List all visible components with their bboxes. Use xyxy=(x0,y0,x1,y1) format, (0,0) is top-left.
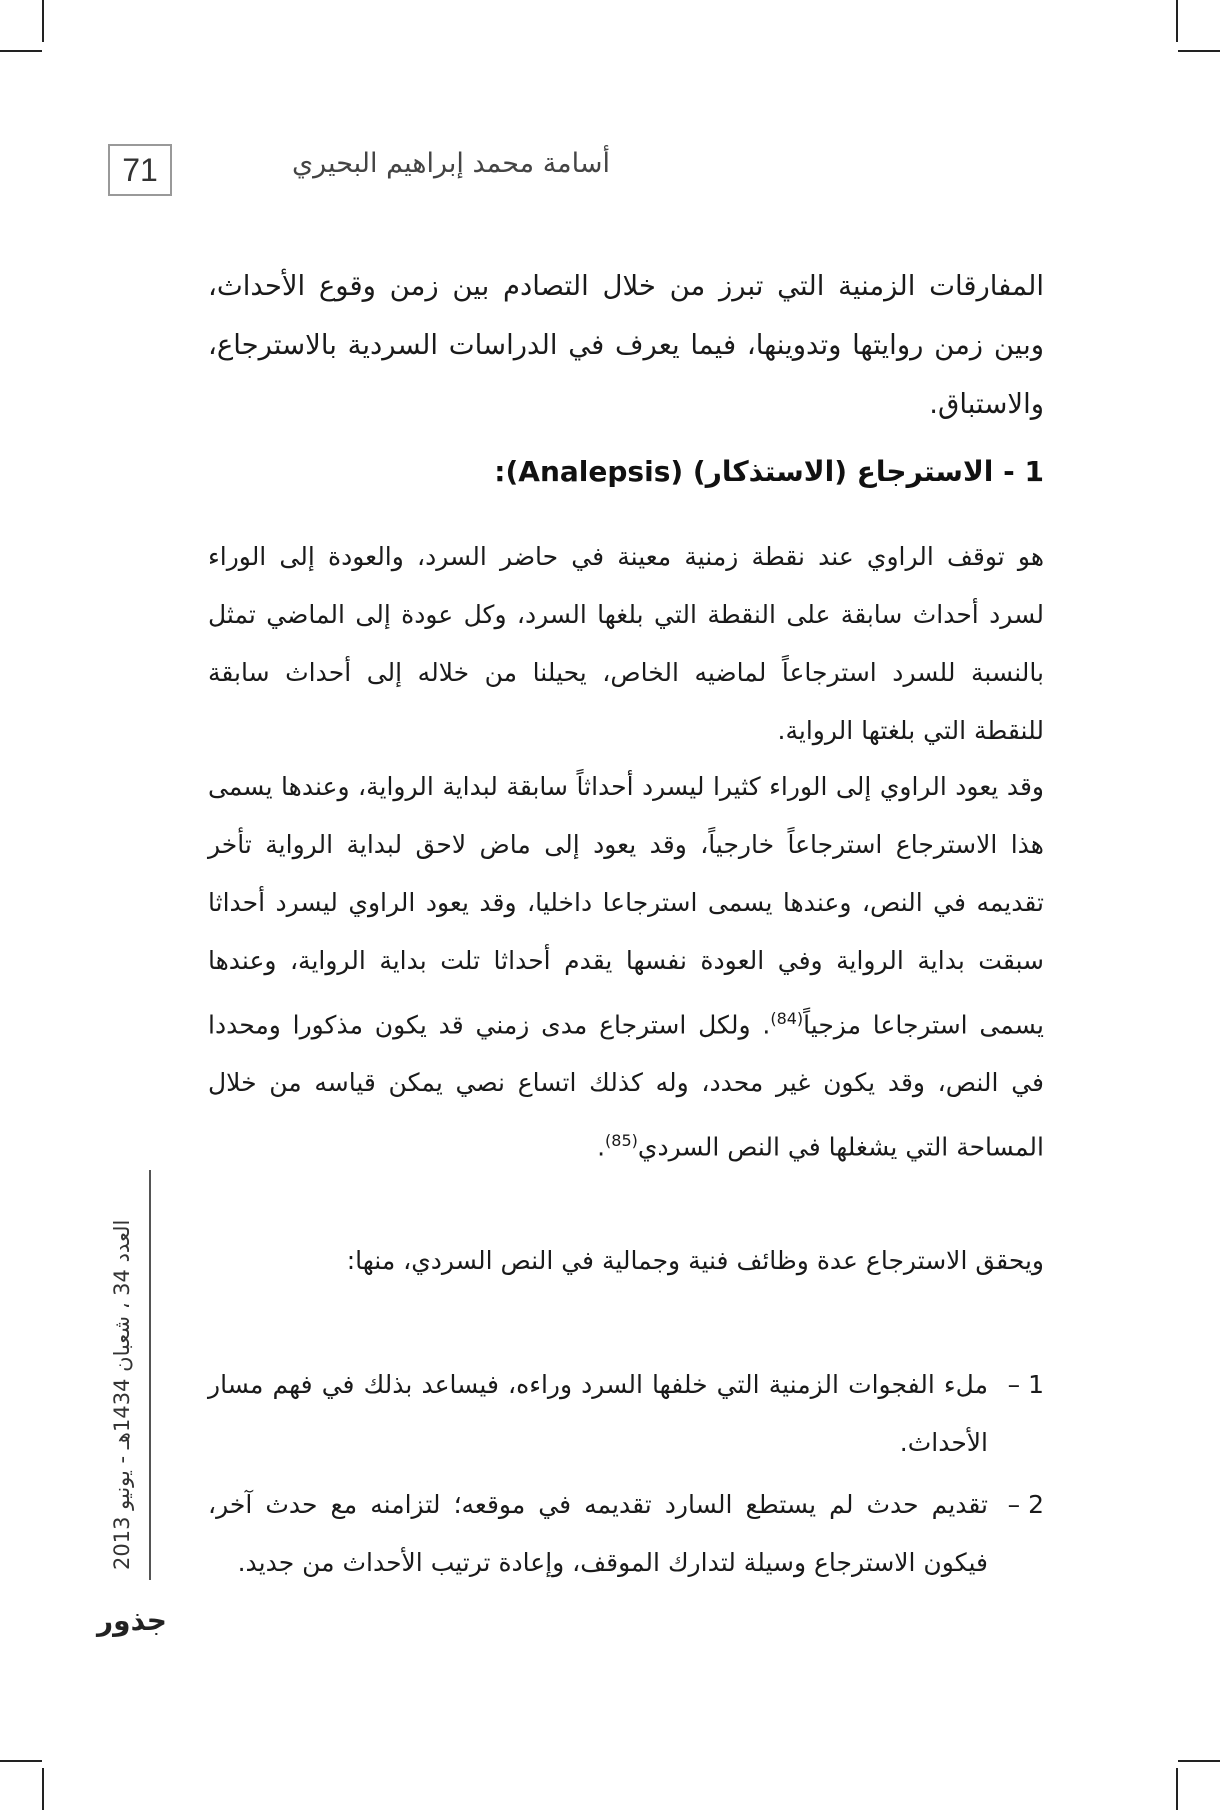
types-text-middle: . ولكل استرجاع مدى زمني قد يكون مذكورا ومحددا في النص، وقد يكون غير محدد، وله كذلك اتساع نصي يمكن قياسه من خلال المساحة التي يشغلها في النص السردي xyxy=(208,1010,1044,1162)
types-text-start: وقد يعود الراوي إلى الوراء كثيرا ليسرد أحداثاً سابقة لبداية الرواية، وعندها يسمى هذا الاسترجاع استرجاعاً خارجياً، وقد يعود إلى ماض لاحق لبداية الرواية تأخر تقديمه في النص، وعندها يسمى استرجاعا داخليا، وقد يعود الراوي ليسرد أحداثا سبقت بداية الرواية وفي العودة نفسها يقدم أحداثا تلت بداية الرواية، وعندها يسمى استرجاعا مزجياً xyxy=(208,772,1044,1040)
crop-mark xyxy=(1176,0,1178,42)
list-item xyxy=(208,1476,1044,1592)
footnote-ref-84[interactable]: (84) xyxy=(770,1009,804,1028)
functions-paragraph: ويحقق الاسترجاع عدة وظائف فنية وجمالية في النص السردي، منها: xyxy=(346,1246,1044,1275)
types-text-end: . xyxy=(597,1132,606,1162)
footnote-ref-85[interactable]: (85) xyxy=(605,1131,638,1151)
crop-mark xyxy=(42,1768,44,1810)
list-item-text: ملء الفجوات الزمنية التي خلفها السرد وراءه، فيساعد بذلك في فهم مسار الأحداث. xyxy=(208,1370,988,1457)
list-item-number: 2 – xyxy=(1007,1490,1044,1519)
page-number: 71 xyxy=(108,144,172,196)
definition-paragraph: هو توقف الراوي عند نقطة زمنية معينة في حاضر السرد، والعودة إلى الوراء لسرد أحداث سابقة على النقطة التي بلغها السرد، وكل عودة إلى الماضي تمثل بالنسبة للسرد استرجاعاً لماضيه الخاص، يحيلنا من خلاله إلى أحداث سابقة للنقطة التي بلغتها الرواية. xyxy=(208,542,1044,745)
types-paragraph xyxy=(208,758,1044,1177)
crop-mark xyxy=(1178,1760,1220,1762)
side-issue-info: العدد 34 ، شعبان 1434هـ - يونيو 2013 xyxy=(110,1219,134,1570)
crop-mark xyxy=(1176,1768,1178,1810)
crop-mark xyxy=(1178,50,1220,52)
side-divider xyxy=(149,1170,151,1580)
crop-mark xyxy=(0,50,42,52)
crop-mark xyxy=(0,1760,42,1762)
crop-mark xyxy=(42,0,44,42)
list-item-number: 1 – xyxy=(1007,1370,1044,1399)
list-item-text: تقديم حدث لم يستطع السارد تقديمه في موقعه؛ لتزامنه مع حدث آخر، فيكون الاسترجاع وسيلة لتدارك الموقف، وإعادة ترتيب الأحداث من جديد. xyxy=(208,1490,988,1577)
journal-logo: جذور xyxy=(97,1604,167,1637)
running-head-author: أسامة محمد إبراهيم البحيري xyxy=(292,148,610,179)
intro-paragraph: المفارقات الزمنية التي تبرز من خلال التصادم بين زمن وقوع الأحداث، وبين زمن روايتها وتدوينها، فيما يعرف في الدراسات السردية بالاسترجاع، والاستباق. xyxy=(208,270,1044,420)
section-heading: 1 - الاسترجاع (الاستذكار) (Analepsis): xyxy=(494,455,1044,488)
list-item xyxy=(208,1356,1044,1472)
